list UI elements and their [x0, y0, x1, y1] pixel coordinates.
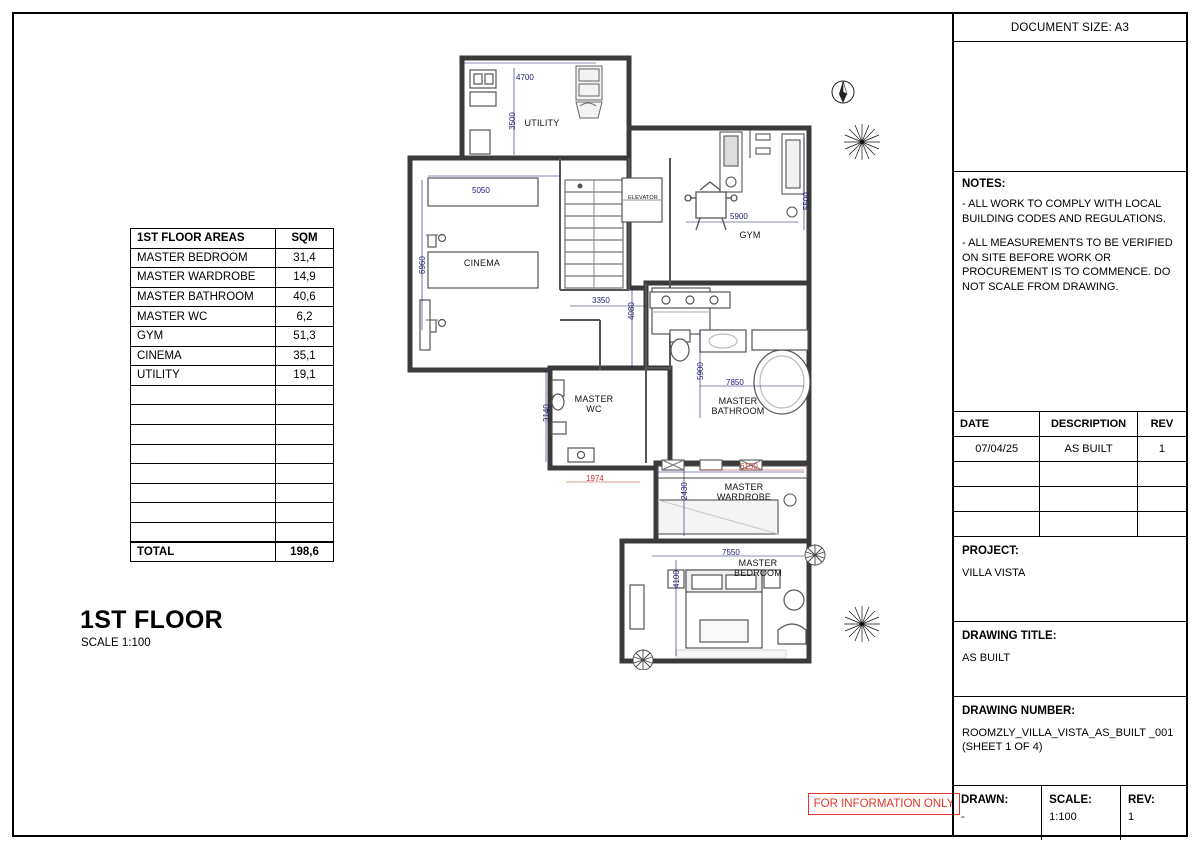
- area-name: MASTER WC: [131, 307, 276, 327]
- room-label-utility: UTILITY: [524, 118, 560, 128]
- drawing-title-heading: DRAWING TITLE:: [962, 630, 1057, 642]
- project-name: VILLA VISTA: [962, 566, 1026, 579]
- table-row: [131, 405, 334, 425]
- drawn-by-cell: [954, 786, 1042, 840]
- area-value: [276, 424, 334, 444]
- revision-header-description: DESCRIPTION: [1040, 412, 1137, 437]
- dimension-5500: 5500: [802, 192, 811, 210]
- floor-plan-svg: [400, 30, 900, 670]
- note-item: - ALL WORK TO COMPLY WITH LOCAL BUILDING CODES AND REGULATIONS.: [962, 198, 1166, 225]
- table-row: [131, 366, 334, 386]
- area-name: [131, 522, 276, 542]
- drawing-number-heading: DRAWING NUMBER:: [962, 705, 1076, 717]
- area-name: MASTER BEDROOM: [131, 248, 276, 268]
- area-name: GYM: [131, 326, 276, 346]
- table-row: [131, 424, 334, 444]
- area-name: [131, 464, 276, 484]
- area-name: [131, 405, 276, 425]
- area-value: [276, 444, 334, 464]
- title-block: [952, 14, 1186, 835]
- dimension-6960: 6960: [418, 256, 427, 274]
- area-value: [276, 385, 334, 405]
- area-value: 40,6: [276, 287, 334, 307]
- status-badge: FOR INFORMATION ONLY: [808, 793, 960, 815]
- table-row: [131, 287, 334, 307]
- revision-description: [1040, 462, 1137, 487]
- revision-table: [954, 412, 1186, 537]
- room-label-master-wardrobe: MASTER WARDROBE: [716, 482, 772, 503]
- area-value: 51,3: [276, 326, 334, 346]
- area-value: 35,1: [276, 346, 334, 366]
- scale-cell: [1042, 786, 1121, 840]
- dimension-5900-gym: 5900: [730, 212, 748, 221]
- plan-scale-note: SCALE 1:100: [81, 637, 151, 649]
- area-name: [131, 385, 276, 405]
- drawing-title-section: [954, 622, 1186, 697]
- floor-plan: [400, 30, 900, 670]
- dimension-6150: 6150: [740, 462, 758, 471]
- table-row: [131, 326, 334, 346]
- dimension-4100: 4100: [672, 570, 681, 588]
- table-row: [131, 385, 334, 405]
- areas-total-label: TOTAL: [131, 542, 276, 562]
- table-row: [954, 437, 1186, 462]
- area-name: [131, 424, 276, 444]
- drawing-number-section: [954, 697, 1186, 786]
- revision-rev: [1137, 462, 1186, 487]
- table-row: [131, 522, 334, 542]
- area-value: [276, 483, 334, 503]
- drawn-value: -: [961, 811, 965, 824]
- areas-header-name: 1ST FLOOR AREAS: [131, 229, 276, 249]
- drawing-title-value: AS BUILT: [962, 651, 1011, 664]
- room-label-cinema: CINEMA: [463, 258, 501, 268]
- rev-heading: REV:: [1128, 794, 1155, 806]
- revision-description: [1040, 512, 1137, 537]
- revision-rev: [1137, 487, 1186, 512]
- dimension-4080: 4080: [627, 302, 636, 320]
- area-value: [276, 464, 334, 484]
- drawn-heading: DRAWN:: [961, 794, 1009, 806]
- title-block-footer: [954, 786, 1186, 840]
- area-value: 14,9: [276, 268, 334, 288]
- revision-header-rev: REV: [1137, 412, 1186, 437]
- table-row: [131, 307, 334, 327]
- area-name: MASTER WARDROBE: [131, 268, 276, 288]
- scale-heading: SCALE:: [1049, 794, 1092, 806]
- rev-cell: [1121, 786, 1186, 840]
- dimension-2430: 2430: [680, 482, 689, 500]
- room-label-master-bedroom: MASTER BEDROOM: [734, 558, 782, 579]
- rev-value: 1: [1128, 811, 1135, 824]
- dimension-4700: 4700: [516, 73, 534, 82]
- dimension-5050: 5050: [472, 186, 490, 195]
- area-name: UTILITY: [131, 366, 276, 386]
- area-name: CINEMA: [131, 346, 276, 366]
- revision-date: [954, 462, 1040, 487]
- table-row: [131, 503, 334, 523]
- areas-table: [130, 228, 334, 562]
- dimension-1974: 1974: [586, 474, 604, 483]
- area-value: [276, 522, 334, 542]
- note-item: - ALL MEASUREMENTS TO BE VERIFIED ON SITE BEFORE WORK OR PROCUREMENT IS TO COMMENCE. DO NOT SCALE FROM DRAWING.: [962, 237, 1173, 293]
- table-row: [954, 512, 1186, 537]
- area-name: [131, 444, 276, 464]
- notes-heading: NOTES:: [962, 178, 1006, 190]
- dimension-3140: 3140: [542, 404, 551, 422]
- areas-table-header-row: [131, 229, 334, 249]
- table-row: [131, 483, 334, 503]
- areas-header-unit: SQM: [276, 229, 334, 249]
- revision-description: [1040, 487, 1137, 512]
- page-title: 1ST FLOOR: [80, 606, 223, 634]
- dimension-3350: 3350: [592, 296, 610, 305]
- revision-rev: [1137, 512, 1186, 537]
- table-row: [131, 464, 334, 484]
- revision-description: AS BUILT: [1040, 437, 1137, 462]
- document-size: DOCUMENT SIZE: A3: [954, 14, 1186, 42]
- area-value: 19,1: [276, 366, 334, 386]
- table-row: [954, 487, 1186, 512]
- table-row: [954, 462, 1186, 487]
- dimension-7550: 7550: [722, 548, 740, 557]
- area-value: [276, 405, 334, 425]
- area-name: [131, 503, 276, 523]
- area-name: MASTER BATHROOM: [131, 287, 276, 307]
- area-value: [276, 503, 334, 523]
- project-heading: PROJECT:: [962, 545, 1019, 557]
- room-label-gym: GYM: [739, 230, 761, 240]
- drawing-number-value: ROOMZLY_VILLA_VISTA_AS_BUILT _001 (SHEET 1 OF 4): [962, 726, 1174, 754]
- room-label-master-bathroom: MASTER BATHROOM: [711, 396, 765, 417]
- revision-rev: 1: [1137, 437, 1186, 462]
- dimension-7850: 7850: [726, 378, 744, 387]
- area-value: 6,2: [276, 307, 334, 327]
- project-section: [954, 537, 1186, 622]
- revision-date: [954, 512, 1040, 537]
- north-arrow: [832, 81, 854, 103]
- revision-date: 07/04/25: [954, 437, 1040, 462]
- room-label-elevator: ELEVATOR: [627, 195, 659, 201]
- dimension-5900-bath: 5900: [696, 362, 705, 380]
- areas-total-value: 198,6: [276, 542, 334, 562]
- revision-header-date: DATE: [954, 412, 1040, 437]
- area-name: [131, 483, 276, 503]
- table-row: [131, 248, 334, 268]
- logo-area: [954, 42, 1186, 172]
- dimension-3500: 3500: [508, 112, 517, 130]
- notes-section: [954, 172, 1186, 412]
- scale-value: 1:100: [1049, 811, 1077, 824]
- room-label-master-wc: MASTER WC: [574, 394, 614, 415]
- areas-total-row: [131, 542, 334, 562]
- table-row: [131, 444, 334, 464]
- table-row: [131, 268, 334, 288]
- area-value: 31,4: [276, 248, 334, 268]
- revision-header-row: [954, 412, 1186, 437]
- table-row: [131, 346, 334, 366]
- revision-date: [954, 487, 1040, 512]
